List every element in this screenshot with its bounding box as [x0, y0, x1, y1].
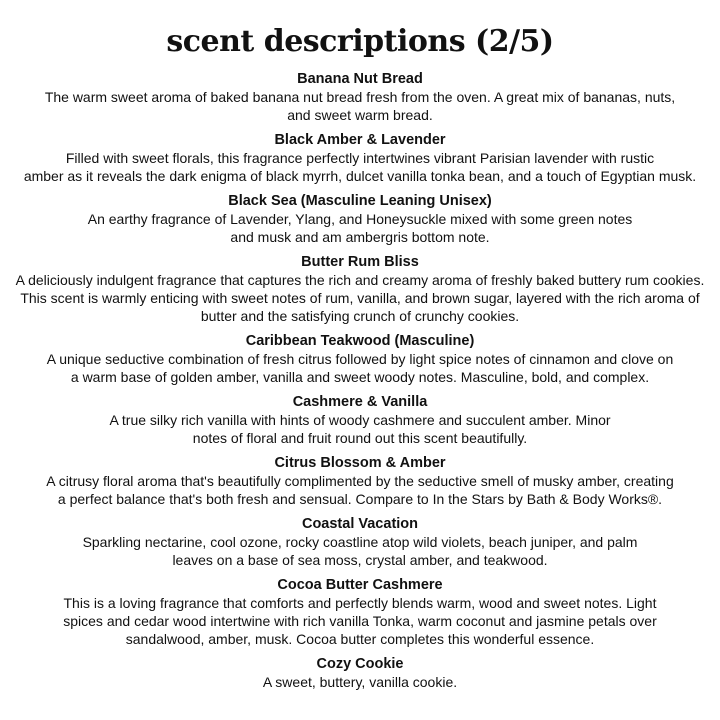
scent-description: A deliciously indulgent fragrance that captures the rich and creamy aroma of freshly baked buttery rum cookies. This scent is warmly enticing with sweet notes of rum, vanilla, and brown sugar, layered with the rich aroma of butter and the satisfying crunch of crunchy cookies.	[15, 272, 705, 324]
scent-name: Black Sea (Masculine Leaning Unisex)	[228, 193, 492, 209]
scent-name: Cozy Cookie	[316, 656, 404, 672]
scent-description: A true silky rich vanilla with hints of woody cashmere and succulent amber. Minor notes of floral and fruit round out this scent beautifully.	[109, 412, 611, 446]
scent-entry-butter-rum-bliss	[0, 253, 720, 325]
scent-description: An earthy fragrance of Lavender, Ylang, and Honeysuckle mixed with some green notes and musk and am ambergris bottom note.	[87, 211, 633, 245]
scent-name: Black Amber & Lavender	[274, 132, 446, 148]
scent-description: This is a loving fragrance that comforts and perfectly blends warm, wood and sweet notes. Light spices and cedar wood intertwine with rich vanilla Tonka, warm coconut and jasmine petals over sandalwood, amber, musk. Cocoa butter completes this wonderful essence.	[63, 595, 657, 647]
scent-description: Sparkling nectarine, cool ozone, rocky coastline atop wild violets, beach juniper, and palm leaves on a base of sea moss, crystal amber, and teakwood.	[82, 534, 638, 568]
scent-entry-citrus-blossom-amber	[0, 454, 720, 508]
scent-entry-coastal-vacation	[0, 515, 720, 569]
scent-entry-black-amber-lavender	[0, 131, 720, 185]
scent-description: A sweet, buttery, vanilla cookie.	[262, 674, 458, 690]
scent-description: A citrusy floral aroma that's beautifully complimented by the seductive smell of musky amber, creating a perfect balance that's both fresh and sensual. Compare to In the Stars by Bath & Body Works®.	[46, 473, 674, 507]
scent-description: A unique seductive combination of fresh citrus followed by light spice notes of cinnamon and clove on a warm base of golden amber, vanilla and sweet woody notes. Masculine, bold, and complex.	[46, 351, 674, 385]
scent-entry-banana-nut-bread	[0, 70, 720, 124]
scent-name: Coastal Vacation	[301, 516, 419, 532]
scent-name: Banana Nut Bread	[297, 71, 423, 87]
scent-description: Filled with sweet florals, this fragrance perfectly intertwines vibrant Parisian lavender with rustic amber as it reveals the dark enigma of black myrrh, dulcet vanilla tonka bean, and a touch of Egyptian musk.	[23, 150, 697, 184]
scent-name: Cocoa Butter Cashmere	[277, 577, 443, 593]
scent-description: The warm sweet aroma of baked banana nut bread fresh from the oven. A great mix of bananas, nuts, and sweet warm bread.	[44, 89, 676, 123]
scent-entry-black-sea	[0, 192, 720, 246]
scent-entry-cozy-cookie	[0, 655, 720, 691]
scent-entry-cocoa-butter-cashmere	[0, 576, 720, 648]
page-title: scent descriptions (2/5)	[166, 24, 554, 59]
scent-entry-caribbean-teakwood	[0, 332, 720, 386]
scent-name: Citrus Blossom & Amber	[274, 455, 446, 471]
scent-entry-cashmere-vanilla	[0, 393, 720, 447]
scent-name: Butter Rum Bliss	[301, 254, 419, 270]
scent-name: Cashmere & Vanilla	[292, 394, 428, 410]
scent-name: Caribbean Teakwood (Masculine)	[245, 333, 475, 349]
